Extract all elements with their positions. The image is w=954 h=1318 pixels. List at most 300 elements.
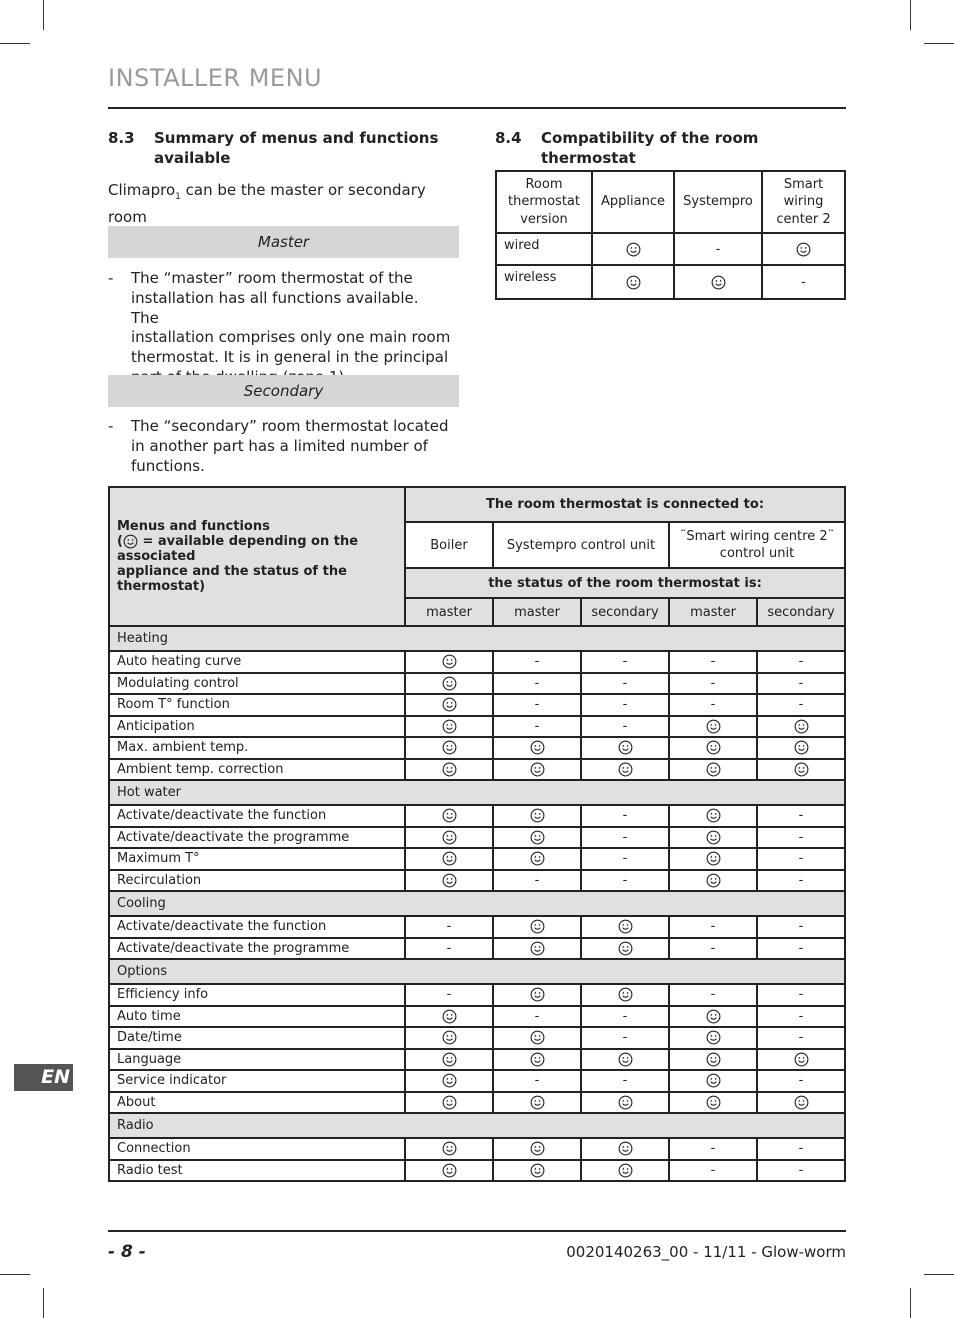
smiley-icon (618, 941, 633, 956)
bullet-dash: - (108, 269, 114, 287)
function-label: Ambient temp. correction (109, 759, 405, 781)
unavailable-cell (581, 694, 669, 716)
function-label: Auto heating curve (109, 651, 405, 673)
available-cell (669, 716, 757, 738)
compat-row (496, 265, 845, 299)
table-row (109, 938, 845, 960)
function-label: About (109, 1092, 405, 1114)
available-cell (405, 673, 493, 695)
crop-mark (910, 1288, 911, 1318)
dash-mark: - (798, 940, 804, 956)
category-label: Radio (109, 1113, 845, 1138)
available-cell (757, 759, 845, 781)
function-label: Max. ambient temp. (109, 737, 405, 759)
unavailable-cell (669, 694, 757, 716)
unavailable-cell (757, 827, 845, 849)
dash-mark: - (798, 872, 804, 888)
available-cell (757, 1092, 845, 1114)
available-cell (669, 1092, 757, 1114)
bullet-line: functions. (131, 456, 205, 475)
available-cell (581, 1138, 669, 1160)
dash-mark: - (622, 829, 628, 845)
crop-mark (43, 1288, 44, 1318)
dash-mark: - (798, 829, 804, 845)
available-cell (581, 759, 669, 781)
menus-functions-heading (109, 487, 405, 626)
available-cell (493, 1049, 581, 1071)
dash-mark: - (622, 1073, 628, 1089)
dash-mark: - (798, 851, 804, 867)
crop-mark (0, 43, 30, 44)
available-cell (581, 984, 669, 1006)
smiley-icon (442, 808, 457, 823)
unavailable-cell (581, 1006, 669, 1028)
compat-row (496, 233, 845, 265)
available-cell (405, 805, 493, 827)
function-label: Connection (109, 1138, 405, 1160)
smiley-icon (706, 808, 721, 823)
unavailable-cell (581, 1027, 669, 1049)
function-label: Activate/deactivate the function (109, 916, 405, 938)
smiley-icon (706, 1095, 721, 1110)
smiley-icon (442, 676, 457, 691)
dash-mark: - (798, 919, 804, 935)
section-title-line: Summary of menus and functions (154, 129, 439, 147)
dash-mark: - (798, 1008, 804, 1024)
status-col-header: master (669, 598, 757, 626)
smiley-icon (530, 1052, 545, 1067)
function-label: Activate/deactivate the programme (109, 827, 405, 849)
smiley-icon (530, 830, 545, 845)
dash-mark: - (798, 697, 804, 713)
dash-mark: - (710, 1141, 716, 1157)
function-label: Modulating control (109, 673, 405, 695)
available-cell (762, 233, 845, 265)
smiley-icon (618, 740, 633, 755)
header-divider (108, 107, 846, 109)
unavailable-cell (581, 827, 669, 849)
unavailable-cell (757, 1027, 845, 1049)
dash-mark: - (798, 1141, 804, 1157)
available-cell (405, 694, 493, 716)
smiley-icon (530, 762, 545, 777)
dash-mark: - (798, 1073, 804, 1089)
compat-header-cell (762, 171, 845, 233)
table-row (109, 1049, 845, 1071)
smiley-icon (123, 534, 138, 549)
smiley-icon (530, 1163, 545, 1178)
compat-header-cell (496, 171, 592, 233)
table-row (109, 984, 845, 1006)
table-row (109, 651, 845, 673)
secondary-banner: Secondary (108, 375, 459, 407)
smiley-icon (442, 1052, 457, 1067)
unavailable-cell (757, 916, 845, 938)
master-banner: Master (108, 226, 459, 258)
bullet-dash: - (108, 417, 114, 435)
unavailable-cell (493, 870, 581, 892)
bullet-line: installation comprises only one main room (131, 328, 451, 347)
boiler-header: Boiler (405, 522, 493, 568)
smiley-icon (618, 762, 633, 777)
available-cell (669, 805, 757, 827)
section-number: 8.4 (495, 129, 522, 147)
smiley-icon (706, 719, 721, 734)
category-label: Heating (109, 626, 845, 651)
available-cell (405, 1160, 493, 1182)
unavailable-cell (581, 848, 669, 870)
available-cell (581, 1160, 669, 1182)
table-row (109, 1092, 845, 1114)
unavailable-cell (757, 870, 845, 892)
table-row (109, 870, 845, 892)
unavailable-cell (405, 916, 493, 938)
heading-note: ( (117, 534, 123, 549)
function-label: Activate/deactivate the programme (109, 938, 405, 960)
table-row (109, 1027, 845, 1049)
dash-mark: - (622, 718, 628, 734)
unavailable-cell (757, 1160, 845, 1182)
available-cell (493, 916, 581, 938)
smiley-icon (706, 740, 721, 755)
available-cell (592, 233, 674, 265)
unavailable-cell (669, 938, 757, 960)
smiley-icon (618, 919, 633, 934)
dash-mark: - (710, 919, 716, 935)
header-line: version (520, 211, 568, 227)
smiley-icon (123, 534, 138, 549)
bullet-line: The “master” room thermostat of the (131, 269, 413, 287)
available-cell (405, 848, 493, 870)
unavailable-cell (757, 984, 845, 1006)
dash-mark: - (622, 808, 628, 824)
smiley-icon (442, 873, 457, 888)
smiley-icon (442, 740, 457, 755)
smiley-icon (706, 1052, 721, 1067)
dash-mark: - (798, 808, 804, 824)
function-label: Room T° function (109, 694, 405, 716)
unavailable-cell (757, 848, 845, 870)
unavailable-cell (581, 716, 669, 738)
smiley-icon (794, 762, 809, 777)
status-col-header: secondary (581, 598, 669, 626)
unavailable-cell (493, 716, 581, 738)
table-row (109, 673, 845, 695)
function-label: Activate/deactivate the function (109, 805, 405, 827)
category-row (109, 959, 845, 984)
header-line: wiring (783, 194, 824, 210)
unavailable-cell (581, 651, 669, 673)
available-cell (669, 827, 757, 849)
unavailable-cell (757, 651, 845, 673)
smiley-icon (530, 1141, 545, 1156)
available-cell (493, 759, 581, 781)
smiley-icon (442, 1009, 457, 1024)
unavailable-cell (757, 1006, 845, 1028)
dash-mark: - (622, 654, 628, 670)
section-title (154, 128, 438, 168)
unavailable-cell (581, 673, 669, 695)
available-cell (669, 1049, 757, 1071)
smiley-icon (794, 740, 809, 755)
language-label: EN (41, 1066, 70, 1088)
available-cell (405, 759, 493, 781)
header-line: Room (525, 176, 563, 192)
available-cell (493, 938, 581, 960)
smiley-icon (618, 1141, 633, 1156)
available-cell (493, 1092, 581, 1114)
available-cell (757, 1049, 845, 1071)
dash-mark: - (534, 675, 540, 691)
connected-to-header: The room thermostat is connected to: (405, 487, 845, 522)
available-cell (405, 1138, 493, 1160)
smiley-icon (530, 1030, 545, 1045)
dash-mark: - (710, 987, 716, 1003)
category-label: Cooling (109, 891, 845, 916)
unavailable-cell (757, 1070, 845, 1092)
bullet-line: installation has all functions available. The (131, 288, 419, 327)
available-cell (674, 265, 762, 299)
table-row (109, 827, 845, 849)
compat-header-cell: Systempro (674, 171, 762, 233)
smiley-icon (706, 851, 721, 866)
header-line: control unit (719, 546, 795, 561)
available-cell (669, 1006, 757, 1028)
function-label: Anticipation (109, 716, 405, 738)
available-cell (405, 1027, 493, 1049)
available-cell (669, 759, 757, 781)
unavailable-cell (757, 694, 845, 716)
smiley-icon (706, 1073, 721, 1088)
section-title: Compatibility of the room thermostat (541, 129, 759, 167)
smiley-icon (626, 275, 641, 290)
dash-mark: - (715, 241, 721, 257)
available-cell (669, 737, 757, 759)
compat-header-cell: Appliance (592, 171, 674, 233)
function-label: Service indicator (109, 1070, 405, 1092)
systempro-header: Systempro control unit (493, 522, 669, 568)
smiley-icon (530, 740, 545, 755)
smiley-icon (711, 275, 726, 290)
function-label: Language (109, 1049, 405, 1071)
table-row (109, 805, 845, 827)
dash-mark: - (798, 654, 804, 670)
compat-body (496, 233, 845, 299)
smiley-icon (442, 697, 457, 712)
unavailable-cell (757, 1138, 845, 1160)
table-row (109, 759, 845, 781)
available-cell (581, 1092, 669, 1114)
dash-mark: - (446, 940, 452, 956)
available-cell (493, 737, 581, 759)
smiley-icon (442, 830, 457, 845)
dash-mark: - (798, 1162, 804, 1178)
smiley-icon (618, 1052, 633, 1067)
available-cell (581, 737, 669, 759)
dash-mark: - (798, 1030, 804, 1046)
status-col-header: master (493, 598, 581, 626)
unavailable-cell (581, 805, 669, 827)
unavailable-cell (493, 1006, 581, 1028)
status-header: the status of the room thermostat is: (405, 568, 845, 598)
table-row (109, 848, 845, 870)
table-row (109, 1138, 845, 1160)
smiley-icon (442, 719, 457, 734)
category-row (109, 1113, 845, 1138)
menus-functions-table (108, 486, 846, 1182)
status-col-header: master (405, 598, 493, 626)
document-id: 0020140263_00 - 11/11 - Glow-worm (566, 1243, 846, 1261)
dash-mark: - (622, 675, 628, 691)
available-cell (405, 1070, 493, 1092)
dash-mark: - (710, 1162, 716, 1178)
dash-mark: - (622, 1030, 628, 1046)
unavailable-cell (405, 938, 493, 960)
available-cell (405, 651, 493, 673)
dash-mark: - (534, 718, 540, 734)
unavailable-cell (493, 673, 581, 695)
available-cell (669, 1070, 757, 1092)
bullet-line: thermostat. It is in general in the principal (131, 348, 449, 367)
heading-title: Menus and functions (117, 519, 270, 534)
dash-mark: - (710, 940, 716, 956)
crop-mark (924, 1274, 954, 1275)
smiley-icon (706, 1009, 721, 1024)
dash-mark: - (710, 697, 716, 713)
smiley-icon (442, 851, 457, 866)
smiley-icon (442, 1163, 457, 1178)
function-label: Recirculation (109, 870, 405, 892)
unavailable-cell (669, 651, 757, 673)
smiley-icon (442, 1141, 457, 1156)
crop-mark (0, 1274, 30, 1275)
smiley-icon (794, 1052, 809, 1067)
available-cell (493, 1160, 581, 1182)
table-row (109, 1006, 845, 1028)
available-cell (493, 805, 581, 827)
category-label: Hot water (109, 780, 845, 805)
heading-note: appliance and the status of the thermostat) (117, 564, 347, 594)
unavailable-cell (493, 1070, 581, 1092)
available-cell (405, 716, 493, 738)
available-cell (405, 870, 493, 892)
available-cell (757, 716, 845, 738)
unavailable-cell (669, 673, 757, 695)
section-number: 8.3 (108, 129, 135, 147)
unavailable-cell (581, 1070, 669, 1092)
available-cell (493, 1138, 581, 1160)
available-cell (669, 870, 757, 892)
product-name: Climapro (108, 181, 176, 199)
dash-mark: - (622, 851, 628, 867)
dash-mark: - (534, 1008, 540, 1024)
smiley-icon (442, 1030, 457, 1045)
smiley-icon (626, 242, 641, 257)
smiley-icon (530, 851, 545, 866)
main-table-body (109, 626, 845, 1181)
smiley-icon (706, 1030, 721, 1045)
header-line: center 2 (776, 211, 831, 227)
smiley-icon (442, 762, 457, 777)
unavailable-cell (757, 673, 845, 695)
function-label: Auto time (109, 1006, 405, 1028)
available-cell (405, 1092, 493, 1114)
dash-mark: - (534, 697, 540, 713)
available-cell (581, 938, 669, 960)
smiley-icon (796, 242, 811, 257)
available-cell (405, 737, 493, 759)
unavailable-cell (493, 694, 581, 716)
available-cell (493, 984, 581, 1006)
table-row (109, 1070, 845, 1092)
page-number: - 8 - (108, 1242, 146, 1262)
function-label: Date/time (109, 1027, 405, 1049)
category-row (109, 780, 845, 805)
available-cell (592, 265, 674, 299)
dash-mark: - (710, 675, 716, 691)
available-cell (405, 827, 493, 849)
smiley-icon (706, 873, 721, 888)
compat-header-row (496, 171, 845, 233)
dash-mark: - (798, 987, 804, 1003)
table-row (109, 716, 845, 738)
smiley-icon (794, 719, 809, 734)
function-label: Efficiency info (109, 984, 405, 1006)
unavailable-cell (581, 870, 669, 892)
section-title-line: available (154, 149, 231, 167)
unavailable-cell (669, 1160, 757, 1182)
category-label: Options (109, 959, 845, 984)
smiley-icon (530, 987, 545, 1002)
smart-wiring-header (669, 522, 845, 568)
available-cell (493, 848, 581, 870)
unavailable-cell (674, 233, 762, 265)
dash-mark: - (446, 919, 452, 935)
product-subscript: 1 (175, 192, 181, 202)
header-line: ¨Smart wiring centre 2¨ (679, 529, 835, 544)
dash-mark: - (534, 654, 540, 670)
header-line: Smart (783, 176, 824, 192)
category-row (109, 626, 845, 651)
dash-mark: - (622, 697, 628, 713)
smiley-icon (530, 941, 545, 956)
smiley-icon (530, 919, 545, 934)
function-label: Radio test (109, 1160, 405, 1182)
compat-row-label: wired (496, 233, 592, 265)
bullet-line: in another part has a limited number of (131, 436, 428, 455)
unavailable-cell (757, 938, 845, 960)
page-header-title: INSTALLER MENU (108, 64, 323, 92)
dash-mark: - (534, 872, 540, 888)
crop-mark (910, 0, 911, 30)
available-cell (493, 1027, 581, 1049)
dash-mark: - (534, 1073, 540, 1089)
section-8-4-heading (495, 128, 846, 167)
table-row (109, 916, 845, 938)
crop-mark (924, 43, 954, 44)
table-header-row (109, 487, 845, 522)
smiley-icon (706, 830, 721, 845)
smiley-icon (618, 987, 633, 1002)
smiley-icon (618, 1095, 633, 1110)
compat-row-label: wireless (496, 265, 592, 299)
dash-mark: - (710, 654, 716, 670)
unavailable-cell (405, 984, 493, 1006)
smiley-icon (442, 1073, 457, 1088)
smiley-icon (706, 762, 721, 777)
table-row (109, 737, 845, 759)
available-cell (493, 827, 581, 849)
